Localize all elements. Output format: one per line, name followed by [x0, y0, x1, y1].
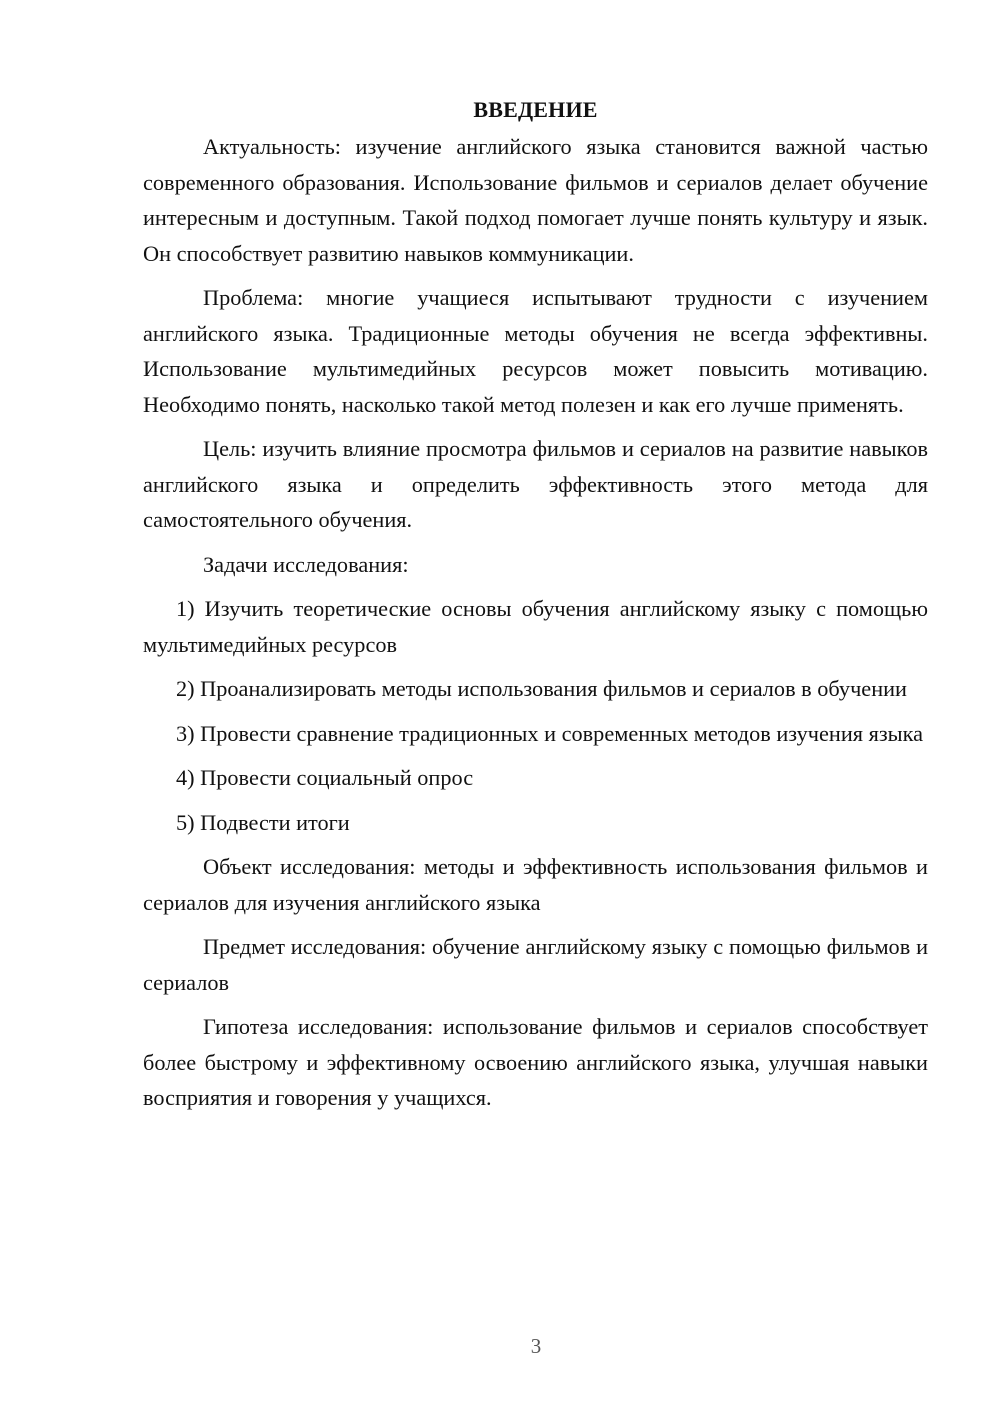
page-number: 3	[530, 1334, 542, 1358]
page-title: ВВЕДЕНИЕ	[473, 97, 598, 122]
task-item-4: 4) Провести социальный опрос	[176, 765, 474, 790]
goal-paragraph: Цель: изучить влияние просмотра фильмов и сериалов на развитие навыков английского языка и определить эффективность этого метода для самостоятельного обучения.	[143, 436, 928, 532]
tasks-title: Задачи исследования:	[203, 551, 409, 577]
document-body	[143, 92, 928, 1116]
relevance-paragraph: Актуальность: изучение английского языка становится важной частью современного образования. Использование фильмов и сериалов делает обучение интересным и доступным. Такой подход помогает лучше понять культуру и язык. Он способствует развитию навыков коммуникации.	[143, 134, 928, 266]
task-item-1: 1) Изучить теоретические основы обучения английскому языку с помощью мультимедийных ресурсов	[143, 596, 928, 657]
subject-paragraph: Предмет исследования: обучение английскому языку с помощью фильмов и сериалов	[143, 934, 928, 995]
task-item-5: 5) Подвести итоги	[176, 809, 350, 835]
hypothesis-paragraph: Гипотеза исследования: использование фильмов и сериалов способствует более быстрому и эффективному освоению английского языка, улучшая навыки восприятия и говорения у учащихся.	[143, 1014, 928, 1110]
problem-paragraph: Проблема: многие учащиеся испытывают трудности с изучением английского языка. Традиционные методы обучения не всегда эффективны. Использование мультимедийных ресурсов может повысить мотивацию. Необходимо понять, насколько такой метод полезен и как его лучше применять.	[143, 285, 928, 417]
task-item-3: 3) Провести сравнение традиционных и современных методов изучения языка	[176, 720, 924, 746]
object-paragraph: Объект исследования: методы и эффективность использования фильмов и сериалов для изучения английского языка	[143, 854, 928, 915]
task-item-2: 2) Проанализировать методы использования фильмов и сериалов в обучении	[176, 676, 907, 701]
